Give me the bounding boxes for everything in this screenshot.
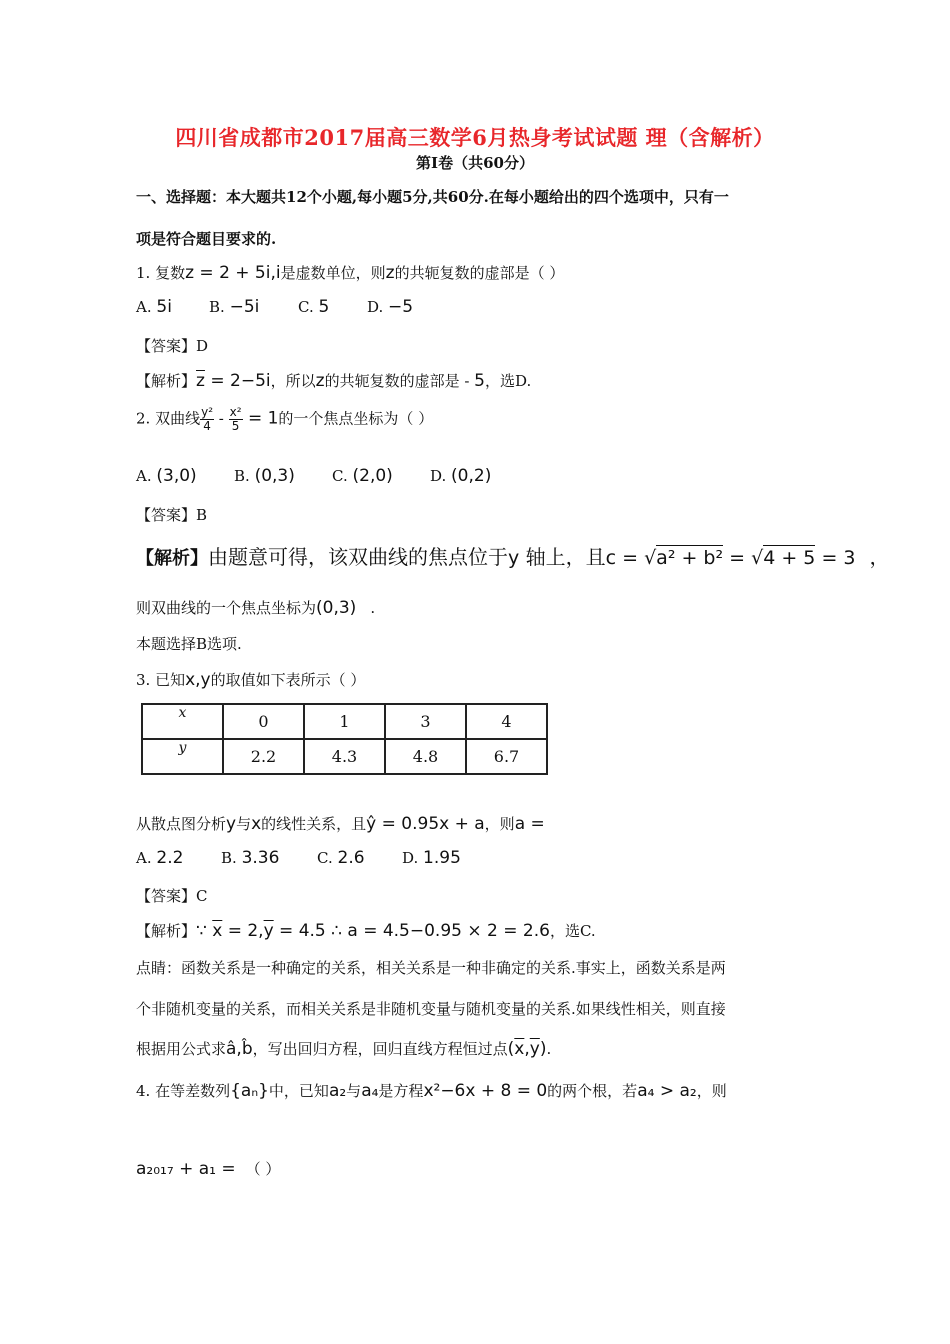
table-cell: 6.7 (466, 739, 547, 774)
q3-note-line2: 个非随机变量的关系，而相关关系是非随机变量与随机变量的关系.如果线性相关，则直接 (136, 1000, 726, 1018)
q2-option-d: D. (0,2) (430, 466, 492, 486)
q1-answer: 【答案】D (136, 337, 209, 355)
table-cell: 2.2 (223, 739, 304, 774)
table-cell: y (142, 739, 223, 774)
q3-option-a: A. 2.2 (136, 848, 184, 868)
table-cell: 4 (466, 704, 547, 739)
q3-note-line1: 点睛：函数关系是一种确定的关系，相关关系是一种非确定的关系.事实上，函数关系是两 (136, 959, 726, 977)
q3-answer: 【答案】C (136, 887, 208, 905)
q1-tail: 的共轭复数的虚部是（ ） (394, 264, 565, 282)
section-heading-line2: 项是符合题目要求的. (136, 230, 277, 248)
table-cell: 4.8 (385, 739, 466, 774)
q2-fraction-2: $\frac{\text{x²}}{5}$ (229, 405, 242, 433)
section-heading-line1: 一、选择题：本大题共12个小题,每小题5分,共60分.在每小题给出的四个选项中，只有一 (136, 188, 729, 206)
question-4-stem: 4. 在等差数列{aₙ}中，已知a₂与a₄是方程x²−6x + 8 = 0的两个根，若a₄ > a₂，则 (136, 1081, 727, 1101)
q3-explanation: 【解析】∵ $\overline{x} = 2,\overline{y} = 4.5$ ∴ a = 4.5−0.95 × 2 = 2.6，选C. (136, 921, 596, 941)
q2-explanation-line3: 本题选择B选项. (136, 635, 242, 653)
q3-note-line3: 根据用公式求â,b̂，写出回归方程，回归直线方程恒过点$(\overline{x},\overline{y})$. (136, 1039, 552, 1059)
q3-stem-line2: 从散点图分析y与x的线性关系，且ŷ = 0.95x + a，则a = (136, 814, 545, 834)
q2-explanation: 【解析】由题意可得，该双曲线的焦点位于y 轴上，且c = √a² + b² = √4 + 5 = 3 ， (136, 545, 890, 569)
q4-stem-line2: a₂₀₁₇ + a₁ = （ ） (136, 1159, 281, 1179)
q1-expression: z = 2 + 5i,i (185, 263, 281, 283)
table-cell: 3 (385, 704, 466, 739)
q1-mid: 是虚数单位，则 (280, 264, 386, 282)
table-cell: x (142, 704, 223, 739)
table-row (142, 739, 547, 774)
q3-option-c: C. 2.6 (317, 848, 365, 868)
q3-value-table (141, 703, 548, 775)
q1-option-a: A. 5i (136, 297, 172, 317)
table-cell: 4.3 (304, 739, 385, 774)
q1-explanation: 【解析】$\overline{z} = 2-5i$，所以z的共轭复数的虚部是 - 5，选D. (136, 371, 532, 391)
q2-explanation-line2: 则双曲线的一个焦点坐标为(0,3) . (136, 598, 376, 618)
q2-fraction-1: $\frac{\text{y²}}{4}$ (201, 405, 214, 433)
q1-option-d: D. −5 (367, 297, 414, 317)
table-cell: 0 (223, 704, 304, 739)
q1-option-c: C. 5 (298, 297, 330, 317)
q2-option-b: B. (0,3) (234, 466, 295, 486)
q3-option-d: D. 1.95 (402, 848, 461, 868)
question-2-stem: 2. 双曲线 $\frac{\text{y²}}{4}$ - $\frac{\text{x²}}{5}$ = 1的一个焦点坐标为（ ） (136, 405, 434, 433)
document-title: 四川省成都市2017届高三数学6月热身考试试题 理（含解析） (175, 125, 775, 150)
q1-option-b: B. −5i (209, 297, 260, 317)
q3-option-b: B. 3.36 (221, 848, 280, 868)
question-3-stem: 3. 已知x,y的取值如下表所示（ ） (136, 670, 366, 690)
q2-answer: 【答案】B (136, 506, 208, 524)
q2-option-c: C. (2,0) (332, 466, 393, 486)
document-subtitle: 第Ⅰ卷（共60分） (416, 154, 534, 172)
q1-prefix: 1. 复数 (136, 264, 186, 282)
question-1-stem (136, 262, 564, 283)
q2-option-a: A. (3,0) (136, 466, 197, 486)
table-row (142, 704, 547, 739)
q1-z: z (385, 263, 395, 283)
table-cell: 1 (304, 704, 385, 739)
